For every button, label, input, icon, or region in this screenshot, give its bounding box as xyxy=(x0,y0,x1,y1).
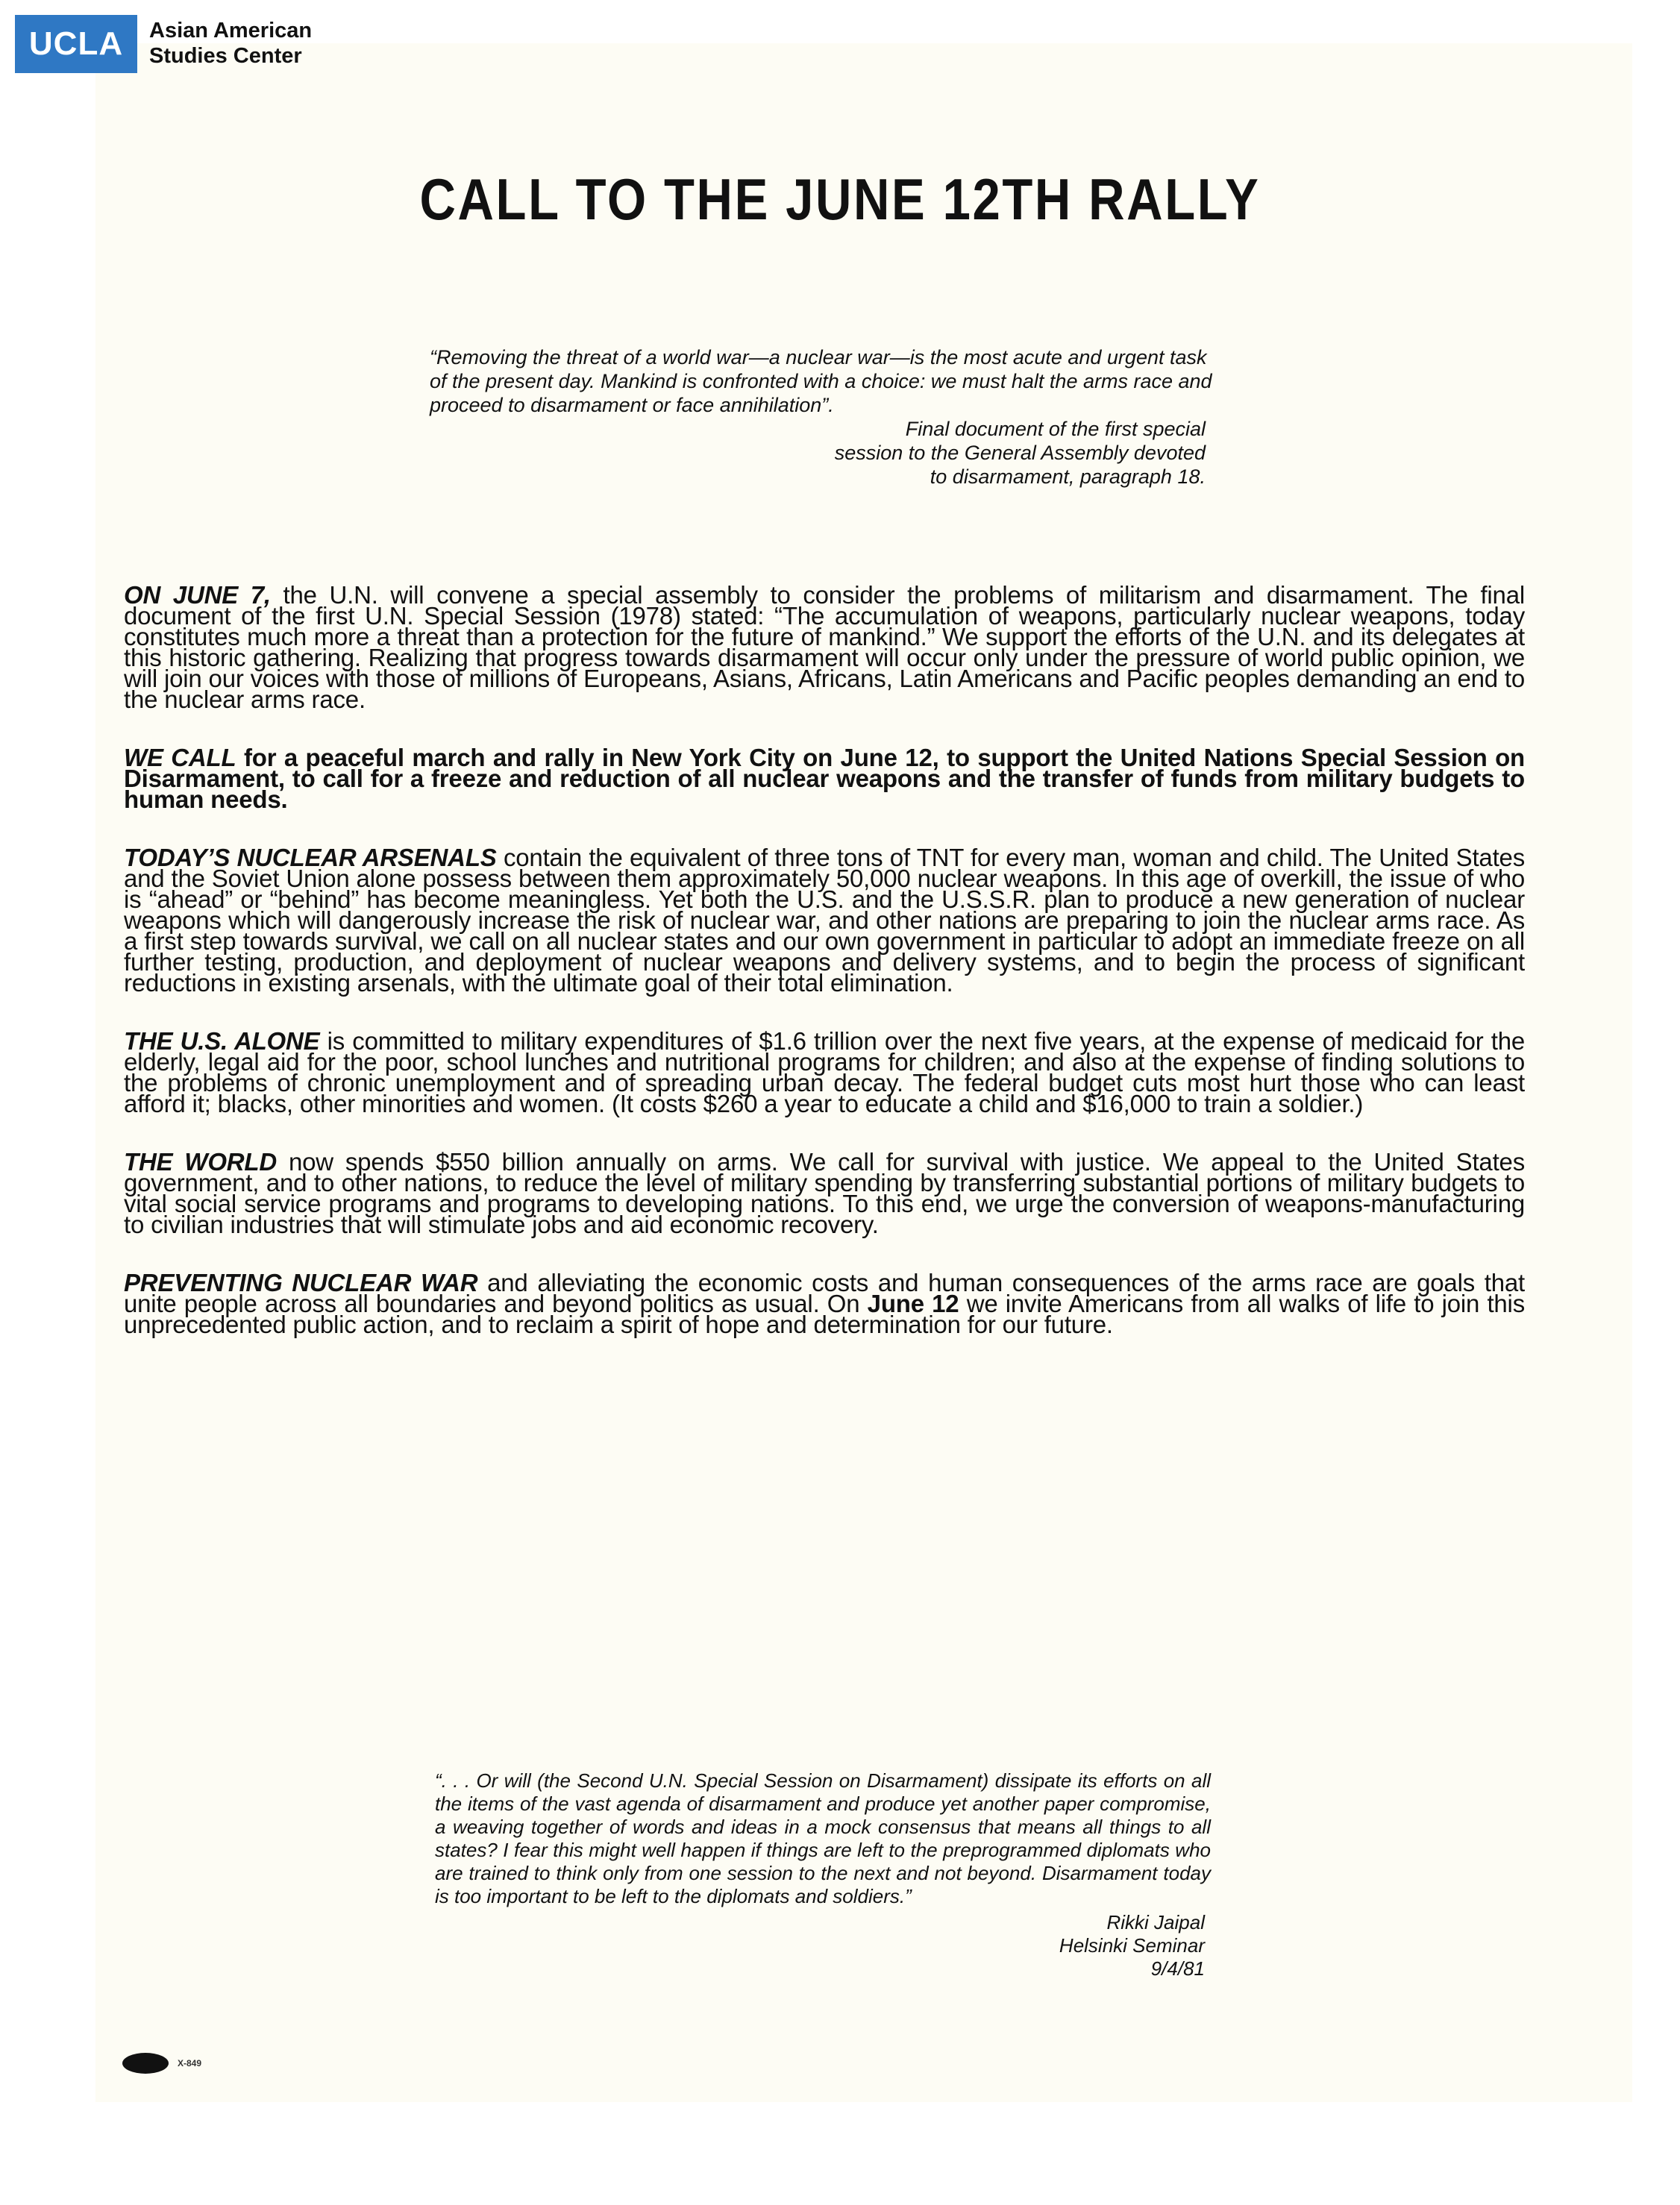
paragraph-lead: PREVENTING NUCLEAR WAR xyxy=(124,1269,478,1296)
paragraph-lead: THE U.S. ALONE xyxy=(124,1027,320,1055)
attribution-author: Rikki Jaipal xyxy=(1106,1911,1205,1933)
epigraph-top-source-line1: Final document of the first special xyxy=(905,418,1206,440)
paragraph-nuclear-arsenals xyxy=(124,844,1525,997)
epigraph-bottom-attribution xyxy=(435,1911,1211,1980)
union-bug-code: X-849 xyxy=(178,2058,202,2068)
paragraph-lead: ON JUNE 7, xyxy=(124,581,271,609)
ucla-logo-text: UCLA xyxy=(28,25,124,62)
paragraph-text: for a peaceful march and rally in New York City on June 12, to support the United Nations Special Session on Disarmament, to call for a freeze and reduction of all nuclear weapons and the transfer of funds from military budgets to human needs. xyxy=(124,744,1526,813)
attribution-event: Helsinki Seminar xyxy=(1059,1934,1205,1957)
epigraph-bottom xyxy=(435,1769,1211,1980)
paragraph-we-call xyxy=(124,744,1526,813)
paragraph-the-world xyxy=(124,1148,1525,1238)
union-bug xyxy=(122,2053,201,2074)
ucla-logo xyxy=(15,15,137,73)
epigraph-bottom-quote: “. . . Or will (the Second U.N. Special Session on Disarmament) dissipate its efforts on all the items of the vast agenda of disarmament and produce yet another paper compromise, a weaving together of words and ideas in a mock consensus that means all things to all states? I fear this might well happen if things are left to the preprogrammed diplomats who are trained to think only from one session to the next and not beyond. Disarmament today is too important to be left to the diplomats and soldiers.” xyxy=(435,1769,1211,1907)
epigraph-top-source-line3: to disarmament, paragraph 18. xyxy=(930,465,1206,488)
page-title: CALL TO THE JUNE 12TH RALLY xyxy=(419,166,1261,232)
paragraph-text: is committed to military expenditures of $1.6 trillion over the next five years, at the expense of medicaid for the elderly, legal aid for the poor, school lunches and nutritional programs for children; and also at the expense of finding solutions to the problems of chronic unemployment and of spreading urban decay. The federal budget cuts most hurt those who can least afford it; blacks, other minorities and women. (It costs $260 a year to educate a child and $16,000 to train a soldier.) xyxy=(124,1027,1526,1117)
epigraph-top-source-line2: session to the General Assembly devoted xyxy=(834,442,1206,464)
paragraph-text: now spends $550 billion annually on arms. We call for survival with justice. We appeal to the United States government, and to other nations, to reduce the level of military spending by transferring substantial portions of military budgets to vital social service programs and programs to developing nations. To this end, we urge the conversion of weapons-manufacturing to civilian industries that will stimulate jobs and aid economic recovery. xyxy=(124,1148,1525,1238)
paragraph-text: we invite Americans from all walks of life to join this unprecedented public action, and to reclaim a spirit of hope and determination for our future. xyxy=(124,1290,1525,1338)
union-bug-icon xyxy=(122,2053,169,2074)
paragraph-lead: WE CALL xyxy=(124,744,236,771)
paragraph-text: and alleviating the economic costs and human consequences of the arms race are goals that unite people across all boundaries and beyond politics as usual. On xyxy=(124,1269,1526,1317)
epigraph-top-quote: “Removing the threat of a world war—a nuclear war—is the most acute and urgent task of the present day. Mankind is confronted with a choice: we must halt the arms race and proceed to disarmament or face annihilation”. xyxy=(430,346,1212,416)
center-name-line1: Asian American xyxy=(149,19,313,43)
center-name xyxy=(149,18,312,69)
paragraph-text: the U.N. will convene a special assembly to consider the problems of militarism and disarmament. The final document of the first U.N. Special Session (1978) stated: “The accumulation of weapons, particularly nuclear weapons, today constitutes much more a threat than a protection for the future of mankind.” We support the efforts of the U.N. and its delegates at this historic gathering. Realizing that progress towards disarmament will occur only under the pressure of world public opinion, we will join our voices with those of millions of Europeans, Asians, Africans, Latin Americans and Pacific peoples demanding an end to the nuclear arms race. xyxy=(124,581,1525,713)
epigraph-top-source xyxy=(430,417,1213,489)
epigraph-top xyxy=(430,345,1213,489)
paragraph-june-7 xyxy=(124,581,1525,713)
center-name-line2: Studies Center xyxy=(149,44,302,68)
paragraph-us-alone xyxy=(124,1027,1526,1117)
body-text xyxy=(124,581,1526,1373)
paragraph-lead: TODAY’S NUCLEAR ARSENALS xyxy=(124,844,497,871)
paragraph-lead: THE WORLD xyxy=(124,1148,278,1176)
attribution-date: 9/4/81 xyxy=(1150,1957,1205,1980)
paragraph-preventing-war xyxy=(124,1269,1526,1338)
paragraph-text: contain the equivalent of three tons of TNT for every man, woman and child. The United States and the Soviet Union alone possess between them approximately 50,000 nuclear weapons. In this age of overkill, the issue of who is “ahead” or “behind” has become meaningless. Yet both the U.S. and the U.S.S.R. plan to produce a new generation of nuclear weapons which will dangerously increase the risk of nuclear war, and other nations are preparing to join the nuclear arms race. As a first step towards survival, we call on all nuclear states and our own government in particular to adopt an immediate freeze on all further testing, production, and deployment of nuclear weapons and delivery systems, and to begin the process of significant reductions in existing arsenals, with the ultimate goal of their total elimination. xyxy=(124,844,1525,997)
paragraph-bold-date: June 12 xyxy=(867,1290,959,1317)
